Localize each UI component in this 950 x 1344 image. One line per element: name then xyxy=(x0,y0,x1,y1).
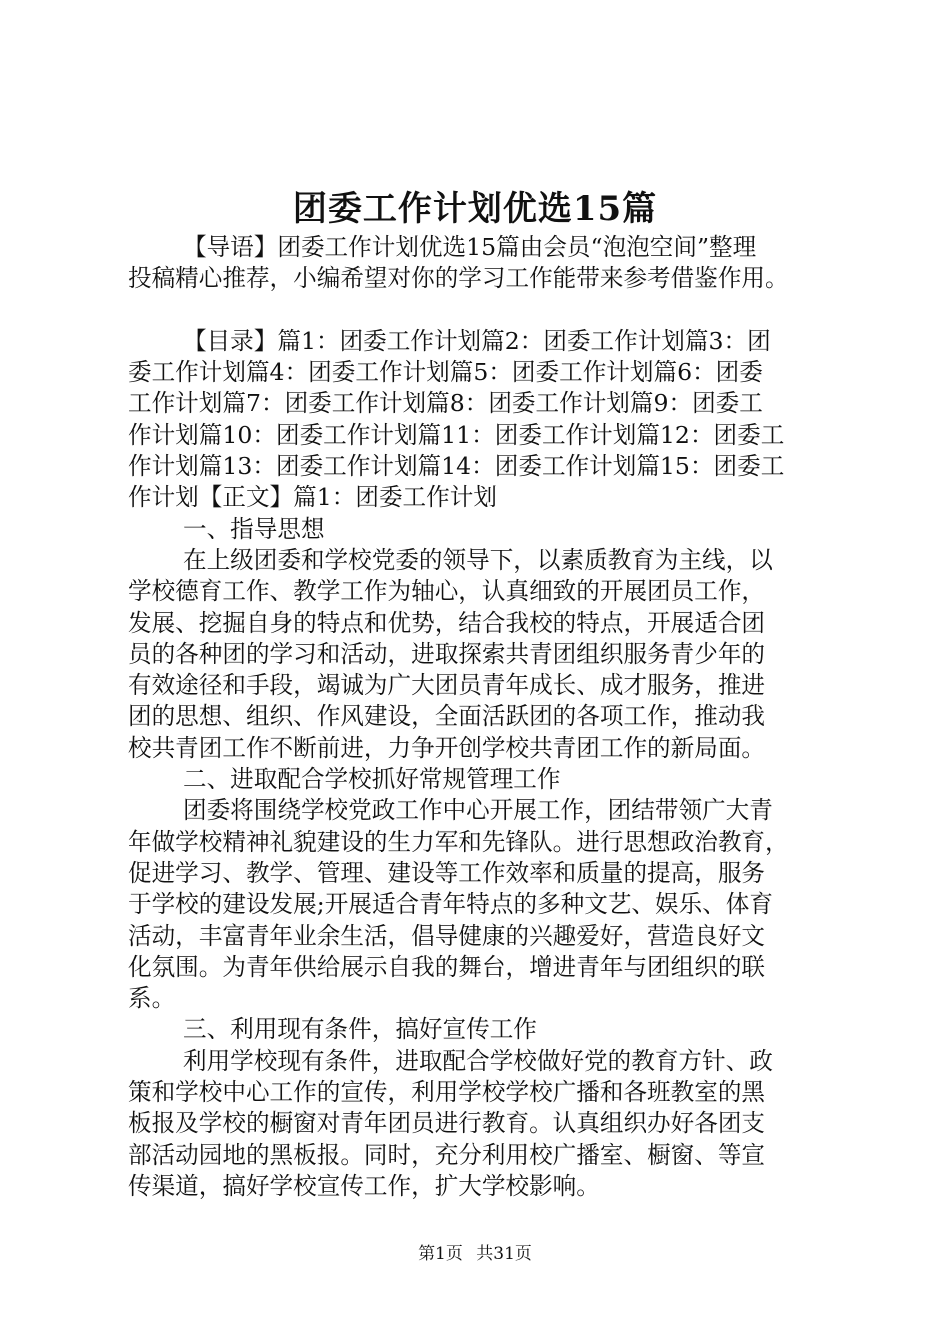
text-line: 学校德育工作、教学工作为轴心，认真细致的开展团员工作， xyxy=(128,577,766,606)
text-line: 于学校的建设发展;开展适合青年特点的多种文艺、娱乐、体育 xyxy=(128,890,773,919)
page-footer xyxy=(0,1242,950,1266)
text-line: 策和学校中心工作的宣传，利用学校学校广播和各班教室的黑 xyxy=(128,1078,766,1107)
text-line: 传渠道，搞好学校宣传工作，扩大学校影响。 xyxy=(128,1171,600,1200)
text-line: 工作计划篇7：团委工作计划篇8：团委工作计划篇9：团委工 xyxy=(128,389,763,418)
text-line: 年做学校精神礼貌建设的生力军和先锋队。进行思想政治教育， xyxy=(128,827,789,856)
text-line: 发展、挖掘自身的特点和优势，结合我校的特点，开展适合团 xyxy=(128,608,766,637)
text-line: 团的思想、组织、作风建设，全面活跃团的各项工作，推动我 xyxy=(128,702,766,731)
text-line: 利用学校现有条件，进取配合学校做好党的教育方针、政 xyxy=(183,1046,773,1075)
text-line: 部活动园地的黑板报。同时，充分利用校广播室、橱窗、等宣 xyxy=(128,1140,766,1169)
text-line: 一、指导思想 xyxy=(183,514,325,543)
text-line: 有效途径和手段，竭诚为广大团员青年成长、成才服务，推进 xyxy=(128,671,766,700)
text-line: 促进学习、教学、管理、建设等工作效率和质量的提高，服务 xyxy=(128,858,766,887)
text-line: 板报及学校的橱窗对青年团员进行教育。认真组织办好各团支 xyxy=(128,1109,766,1138)
text-line: 二、进取配合学校抓好常规管理工作 xyxy=(183,765,561,794)
text-line: 作计划篇10：团委工作计划篇11：团委工作计划篇12：团委工 xyxy=(128,420,785,449)
page-number: 第1页 xyxy=(418,1244,463,1264)
text-line: 化氛围。为青年供给展示自我的舞台，增进青年与团组织的联 xyxy=(128,952,766,981)
document-title: 团委工作计划优选15篇 xyxy=(292,189,658,229)
text-line: 委工作计划篇4：团委工作计划篇5：团委工作计划篇6：团委 xyxy=(128,358,763,387)
text-line: 投稿精心推荐，小编希望对你的学习工作能带来参考借鉴作用。 xyxy=(128,264,789,293)
text-line: 三、利用现有条件，搞好宣传工作 xyxy=(183,1015,537,1044)
text-line: 【目录】篇1：团委工作计划篇2：团委工作计划篇3：团 xyxy=(183,326,771,355)
document-body xyxy=(128,232,838,1202)
blank-line xyxy=(128,295,838,326)
text-line: 团委将围绕学校党政工作中心开展工作，团结带领广大青 xyxy=(183,796,773,825)
text-line: 【导语】团委工作计划优选15篇由会员“泡泡空间”整理 xyxy=(183,233,757,261)
text-line: 活动，丰富青年业余生活，倡导健康的兴趣爱好，营造良好文 xyxy=(128,921,766,950)
text-line: 作计划篇13：团委工作计划篇14：团委工作计划篇15：团委工 xyxy=(128,452,785,481)
page-total: 共31页 xyxy=(476,1244,532,1264)
text-line: 系。 xyxy=(128,984,176,1013)
text-line: 员的各种团的学习和活动，进取探索共青团组织服务青少年的 xyxy=(128,639,766,668)
text-line: 校共青团工作不断前进，力争开创学校共青团工作的新局面。 xyxy=(128,733,766,762)
text-line: 在上级团委和学校党委的领导下，以素质教育为主线，以 xyxy=(183,545,773,574)
text-line: 作计划【正文】篇1：团委工作计划 xyxy=(128,483,497,512)
